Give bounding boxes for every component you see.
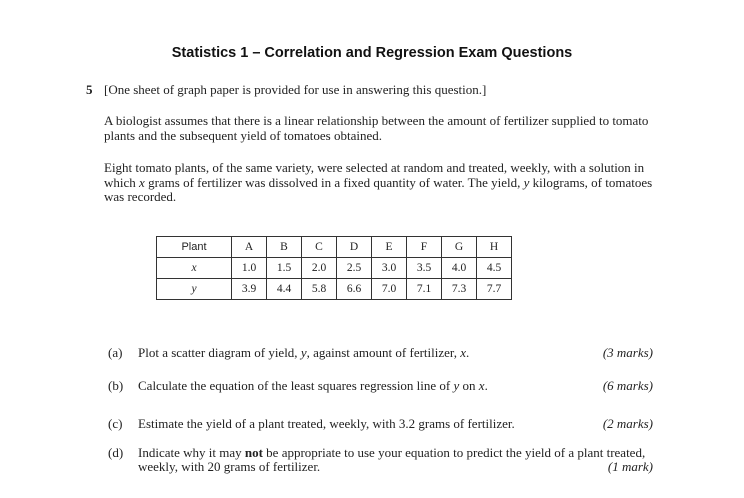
table-cell: 7.1 (407, 279, 442, 300)
paragraph-2-var-y: y (523, 174, 530, 190)
paragraph-2-text-a: Eight tomato plants, of the same variety, were selected at random and treated, weekly, with a solution in which (104, 160, 645, 190)
paragraph-2-text-b: grams of fertilizer was dissolved in a fixed quantity of water. The yield, (144, 174, 524, 190)
table-cell: 7.3 (442, 279, 477, 300)
part-a-label: (a) (108, 345, 123, 360)
table-cell: 5.8 (302, 279, 337, 300)
table-cell: 4.5 (477, 258, 512, 279)
table-cell: F (407, 237, 442, 258)
part-c-marks: (2 marks) (602, 416, 653, 431)
data-table (156, 236, 512, 300)
part-d-text: Indicate why it may not be appropriate to use your equation to predict the yield of a plant treated, weekly, with 20 grams of fertilizer. (138, 445, 646, 474)
question-intro: [One sheet of graph paper is provided for use in answering this question.] (104, 82, 487, 97)
question-paragraph-1: A biologist assumes that there is a linear relationship between the amount of fertilizer supplied to tomato plants and the subsequent yield of tomatoes obtained. (104, 113, 649, 143)
question-number: 5 (86, 82, 93, 97)
table-cell: 7.7 (477, 279, 512, 300)
table-cell: 3.0 (372, 258, 407, 279)
part-a-marks: (3 marks) (602, 345, 653, 360)
table-cell: C (302, 237, 337, 258)
part-b-text: Calculate the equation of the least squares regression line of y on x. (138, 378, 488, 393)
table-header-x: x (157, 258, 232, 279)
table-cell: E (372, 237, 407, 258)
table-row-plant (157, 237, 512, 258)
table-header-y: y (157, 279, 232, 300)
table-header-plant: Plant (157, 237, 232, 258)
table-cell: 4.4 (267, 279, 302, 300)
question-paragraph-2 (104, 161, 656, 205)
table-cell: 4.0 (442, 258, 477, 279)
table-cell: 7.0 (372, 279, 407, 300)
table-row-y (157, 279, 512, 300)
table-cell: 1.5 (267, 258, 302, 279)
table-cell: A (232, 237, 267, 258)
paragraph-2-var-x: x (139, 174, 145, 190)
table-cell: D (337, 237, 372, 258)
table-row-x (157, 258, 512, 279)
table-cell: 3.5 (407, 258, 442, 279)
part-c-text: Estimate the yield of a plant treated, weekly, with 3.2 grams of fertilizer. (138, 416, 515, 431)
table-cell: 3.9 (232, 279, 267, 300)
page-title: Statistics 1 – Correlation and Regression Exam Questions (171, 45, 573, 61)
table-cell: H (477, 237, 512, 258)
table-cell: 2.0 (302, 258, 337, 279)
part-a-text: Plot a scatter diagram of yield, y, against amount of fertilizer, x. (138, 345, 470, 360)
table-cell: 2.5 (337, 258, 372, 279)
table-cell: G (442, 237, 477, 258)
table-cell: 6.6 (337, 279, 372, 300)
table-cell: B (267, 237, 302, 258)
part-b-label: (b) (108, 378, 124, 393)
paragraph-2-text-c: kilograms, of tomatoes was recorded. (104, 174, 653, 204)
part-c-label: (c) (108, 416, 123, 431)
table-cell: 1.0 (232, 258, 267, 279)
part-d-marks: (1 mark) (607, 459, 653, 474)
part-d-label: (d) (108, 445, 124, 460)
part-b-marks: (6 marks) (602, 378, 653, 393)
